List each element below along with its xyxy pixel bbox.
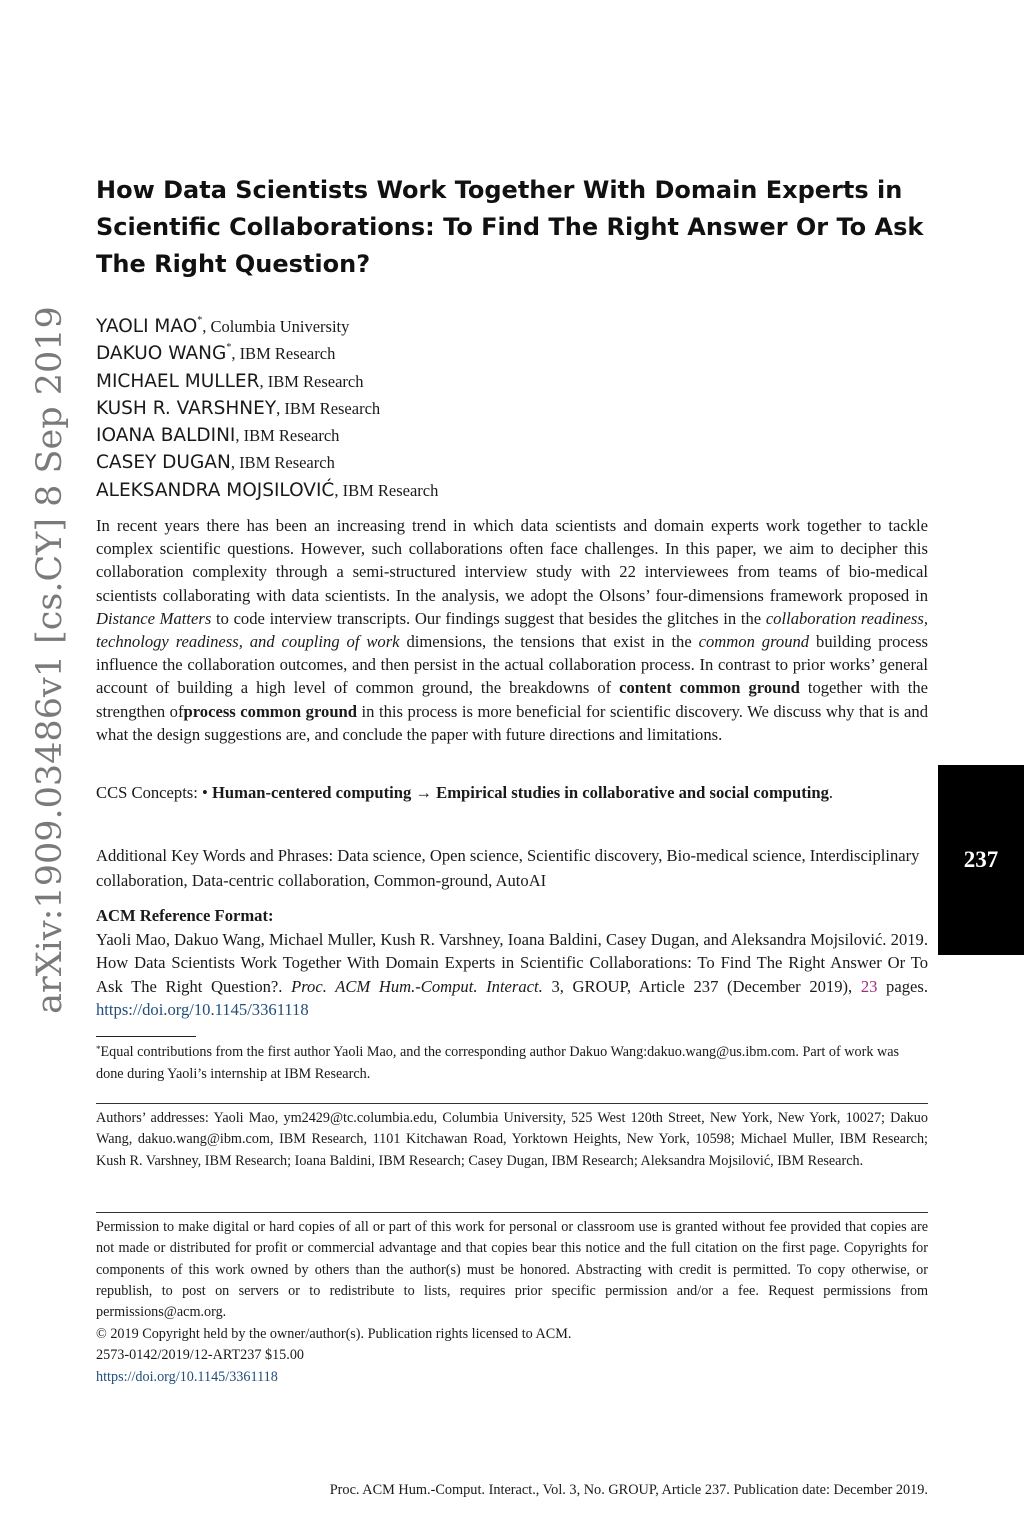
ccs-label: CCS Concepts: • [96, 783, 212, 802]
author-entry [96, 340, 438, 367]
abstract-emphasis: common ground [698, 632, 810, 652]
author-name: YAOLI MAO [96, 316, 198, 337]
page-footer: Proc. ACM Hum.-Comput. Interact., Vol. 3, No. GROUP, Article 237. Publication date: December 2019. [329, 1482, 928, 1498]
doi-link-footer[interactable]: https://doi.org/10.1145/3361118 [96, 1368, 278, 1385]
author-name: KUSH R. VARSHNEY [96, 397, 277, 419]
author-affiliation: , IBM Research [231, 344, 336, 364]
paper-title: How Data Scientists Work Together With Domain Experts in Scientific Collaborations: To Find The Right Answer Or To Ask The Right Question? [96, 176, 924, 278]
author-entry [96, 422, 438, 449]
author-entry [96, 477, 438, 504]
abstract-text: dimensions, the tensions that exist in the [399, 632, 699, 652]
ccs-concepts [96, 781, 928, 804]
reference-text: 3, GROUP, Article 237 (December 2019), [542, 976, 861, 996]
abstract-text: together with the strengthen of [96, 678, 928, 721]
doi-link[interactable]: https://doi.org/10.1145/3361118 [96, 1000, 309, 1019]
abstract [96, 514, 928, 746]
issn-text: 2573-0142/2019/12-ART237 $15.00 [96, 1347, 305, 1364]
copyright-block [96, 1324, 571, 1388]
author-entry [96, 395, 438, 422]
equal-contribution-mark: * [197, 315, 203, 326]
journal-name: Proc. ACM Hum.-Comput. Interact. [291, 976, 543, 996]
article-number: 237 [963, 847, 999, 872]
footnote [96, 1042, 928, 1085]
author-affiliation: , IBM Research [276, 398, 381, 418]
abstract-emphasis: collaboration readiness, technology readiness, and coupling of work [96, 608, 928, 652]
author-entry [96, 449, 438, 476]
author-affiliation: , IBM Research [334, 480, 439, 500]
acm-reference-heading: ACM Reference Format: [96, 906, 274, 925]
abstract-text: in this process is more beneficial for scientific discovery. We discuss why that is and what the design suggestions are, and conclude the paper with future directions and limitations. [96, 701, 929, 744]
author-affiliation: , Columbia University [202, 317, 350, 336]
acm-reference-body [96, 928, 928, 1022]
author-entry [96, 368, 438, 395]
keywords: Additional Key Words and Phrases: Data science, Open science, Scientific discovery, Bio-medical science, Interdisciplinary collaboration, Data-centric collaboration, Common-ground, AutoAI [96, 846, 920, 890]
author-affiliation: , IBM Research [230, 453, 335, 473]
abstract-text: building process influence the collaboration outcomes, and then persist in the actual collaboration process. In contrast to prior works’ general account of building a high level of common ground, the breakdowns of [96, 632, 929, 698]
author-affiliation: , IBM Research [259, 371, 364, 391]
divider [96, 1212, 928, 1213]
author-name: DAKUO WANG [96, 343, 227, 365]
author-name: MICHAEL MULLER [96, 370, 260, 392]
author-affiliation: , IBM Research [235, 426, 340, 446]
footnote-mark: * [96, 1044, 101, 1054]
acm-reference [96, 904, 928, 1022]
author-name: IOANA BALDINI [96, 425, 236, 447]
author-list [96, 313, 438, 504]
abstract-text: to code interview transcripts. Our findings suggest that besides the glitches in the [211, 608, 766, 628]
reference-text: pages. [877, 976, 928, 996]
abstract-bold: process common ground [183, 701, 358, 721]
footnote-rule [96, 1036, 196, 1037]
arxiv-stamp: arXiv:1909.03486v1 [cs.CY] 8 Sep 2019 [30, 306, 70, 1014]
abstract-bold: content common ground [619, 678, 800, 698]
article-number-tab [938, 765, 1024, 955]
divider [96, 1103, 928, 1104]
copyright-text: © 2019 Copyright held by the owner/author(s). Publication rights licensed to ACM. [96, 1326, 572, 1342]
author-name: CASEY DUGAN [96, 452, 231, 474]
ccs-end: . [828, 783, 834, 802]
ccs-concepts-text: Human-centered computing → Empirical studies in collaborative and social computing [212, 783, 829, 802]
reference-text: Yaoli Mao, Dakuo Wang, Michael Muller, Kush R. Varshney, Ioana Baldini, Casey Dugan, and Aleksandra Mojsilović. 2019. How Data Scientists Work Together With Domain Experts in Scientific Collaborations: To Find The Right Answer Or To Ask The Right Question?. [96, 929, 928, 996]
permission-notice: Permission to make digital or hard copies of all or part of this work for personal or classroom use is granted without fee provided that copies are not made or distributed for profit or commercial advantage and that copies bear this notice and the full citation on the first page. Copyrights for components of this work owned by others than the author(s) must be honored. Abstracting with credit is permitted. To copy otherwise, or republish, to post on servers or to redistribute to lists, requires prior specific permission and/or a fee. Request permissions from permissions@acm.org. [96, 1219, 928, 1321]
abstract-emphasis: Distance Matters [96, 608, 212, 628]
footnote-text: Equal contributions from the first author Yaoli Mao, and the corresponding author Dakuo Wang:dakuo.wang@us.ibm.com. Part of work was done during Yaoli’s internship at IBM Research. [96, 1044, 900, 1082]
abstract-text: In recent years there has been an increasing trend in which data scientists and domain experts work together to tackle complex scientific questions. However, such collaborations often face challenges. In this paper, we aim to decipher this collaboration complexity through a semi-structured interview study with 22 interviewees from teams of bio-medical scientists collaborating with data scientists. In the analysis, we adopt the Olsons’ four-dimensions framework proposed in [96, 516, 928, 605]
equal-contribution-mark: * [226, 342, 232, 354]
page-count-link[interactable]: 23 [860, 976, 878, 996]
author-name: ALEKSANDRA MOJSILOVIĆ [96, 479, 335, 501]
author-entry [96, 313, 438, 340]
author-addresses: Authors’ addresses: Yaoli Mao, ym2429@tc.columbia.edu, Columbia University, 525 West 120th Street, New York, New York, 10027; Dakuo Wang, dakuo.wang@ibm.com, IBM Research, 1101 Kitchawan Road, Yorktown Heights, New York, 10598; Michael Muller, IBM Research; Kush R. Varshney, IBM Research; Ioana Baldini, IBM Research; Casey Dugan, IBM Research; Aleksandra Mojsilović, IBM Research. [96, 1110, 928, 1169]
